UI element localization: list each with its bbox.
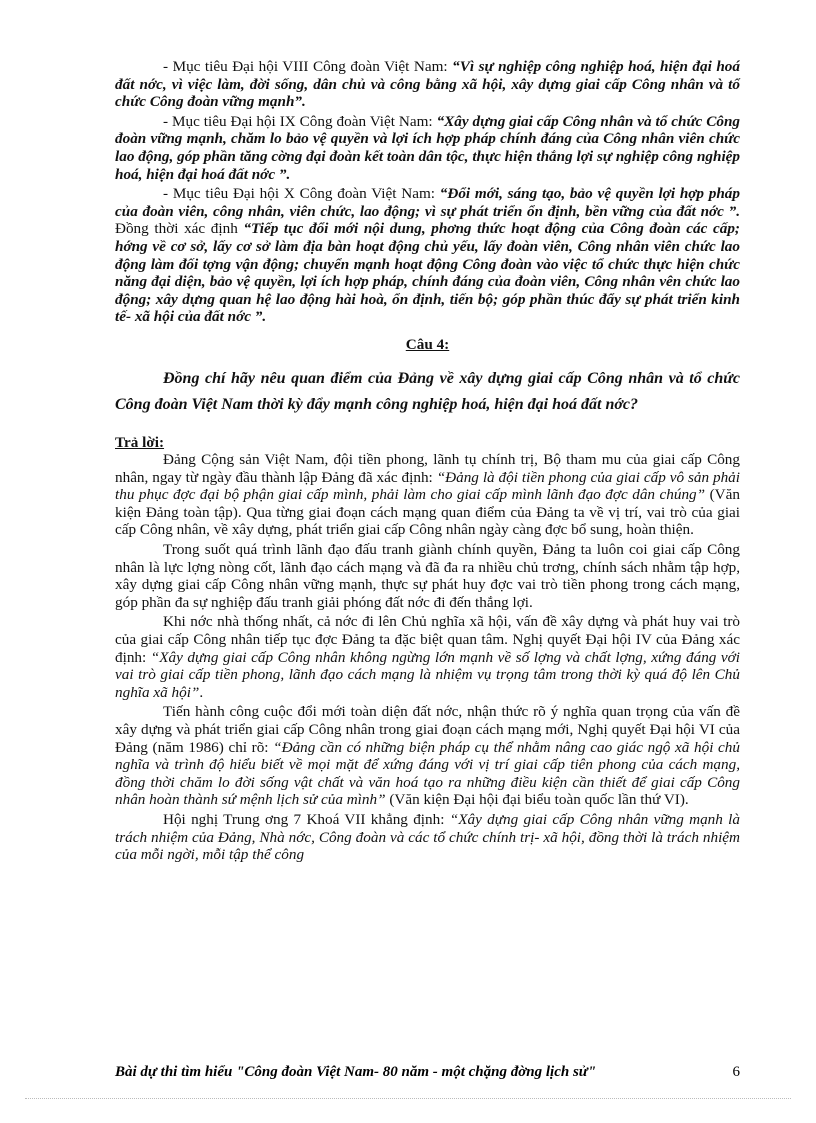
- answer-label: Trả lời:: [115, 433, 165, 451]
- paragraph-viii: [115, 58, 740, 111]
- page-footer: [115, 1064, 740, 1081]
- page-number: 6: [732, 1064, 740, 1080]
- paragraph-quote: “Đổi mới, sáng tạo, bảo vệ quyền lợi hợp pháp của đoàn viên, công nhân, viên chức, lao động; vì sự phát triển ổn định, bền vững của đất nớc ”.: [115, 185, 740, 220]
- answer-paragraph: Tiến hành công cuộc đổi mới toàn diện đất nớc, nhận thức rõ ý nghĩa quan trọng của vấn đề xây dựng và phát triển giai cấp Công nhân trong giai đoạn cách mạng mới, Nghị quyết Đại hội VI của Đảng (năm 1986) chỉ rõ: “Đảng cần có những biện pháp cụ thể nhằm nâng cao giác ngộ xã hội chủ nghĩa và trình độ hiểu biết về mọi mặt để xứng đáng với vị trí giai cấp tiên phong của cách mạng, đồng thời chăm lo đời sống vật chất và văn hoá tạo ra những điều kiện cần thiết để giai cấp Công nhân hoàn thành sứ mệnh lịch sử của mình” (Văn kiện Đại hội đại biểu toàn quốc lần thứ VI).: [115, 703, 740, 809]
- question-text: Đồng chí hãy nêu quan điểm của Đảng về xây dựng giai cấp Công nhân và tổ chức Công đoàn Việt Nam thời kỳ đẩy mạnh công nghiệp hoá, hiện đại hoá đất nớc?: [115, 369, 740, 413]
- paragraph-quote: “Vì sự nghiệp công nghiệp hoá, hiện đại hoá đất nớc, vì việc làm, đời sống, dân chủ và công bằng xã hội, xây dựng giai cấp Công nhân và tổ chức Công đoàn vững mạnh”.: [115, 58, 740, 111]
- page-divider: [25, 1098, 791, 1099]
- paragraph-lead: - Mục tiêu Đại hội VIII Công đoàn Việt Nam:: [163, 58, 453, 75]
- answer-paragraph: Trong suốt quá trình lãnh đạo đấu tranh giành chính quyền, Đảng ta luôn coi giai cấp Công nhân là lực lợng nòng cốt, lãnh đạo cách mạng và đã đa ra nhiều chủ trơng, chính sách nhằm tập hợp, xây dựng giai cấp Công nhân vững mạnh, thực sự phát huy đợc vai trò tiền phong trong cách mạng, góp phần đa sự nghiệp đấu tranh giải phóng đất nớc đi đến thắng lợi.: [115, 541, 740, 611]
- footer-title: Bài dự thi tìm hiểu "Công đoàn Việt Nam- 80 năm - một chặng đờng lịch sử": [115, 1064, 597, 1080]
- paragraph-mid: Đồng thời xác định: [115, 220, 244, 238]
- answer-paragraph: Đảng Cộng sản Việt Nam, đội tiền phong, lãnh tụ chính trị, Bộ tham mu của giai cấp Công nhân, ngay từ ngày đầu thành lập Đảng đã xác định: “Đảng là đội tiền phong của giai cấp vô sản phải thu phục đợc đại bộ phận giai cấp mình, phải làm cho giai cấp mình lãnh đạo đợc dân chúng” (Văn kiện Đảng toàn tập). Qua từng giai đoạn cách mạng quan điểm của Đảng ta về vị trí, vai trò của giai cấp Công nhân, về xây dựng, phát triển giai cấp Công nhân ngày càng đợc bổ sung, hoàn thiện.: [115, 451, 740, 539]
- section-heading: Câu 4:: [405, 335, 450, 353]
- paragraph-ix: [115, 113, 740, 183]
- paragraph-quote: “Xây dựng giai cấp Công nhân và tổ chức Công đoàn vững mạnh, chăm lo bảo vệ quyền và lợi ích hợp pháp chính đáng của Công nhân viên chức lao động, góp phần tăng cờng đại đoàn kết toàn dân tộc, thực hiện thắng lợi sự nghiệp công nghiệp hoá, hiện đại hoá đất nớc ”.: [115, 112, 740, 183]
- paragraph-x: [115, 185, 740, 326]
- document-page: [115, 58, 740, 864]
- paragraph-quote-2: “Tiếp tục đổi mới nội dung, phơng thức hoạt động của Công đoàn các cấp; hớng về cơ sở, lấy cơ sở làm địa bàn hoạt động chủ yếu, lấy đoàn viên, Công nhân viên chức lao động làm đối tợng vận động; chuyển mạnh hoạt động Công đoàn vào việc tổ chức thực hiện chức năng đại diện, bảo vệ quyền, lợi ích hợp pháp, chính đáng của đoàn viên, Công nhân vên chức lao động; xây dựng quan hệ lao động hài hoà, ổn định, tiến bộ; góp phần thúc đẩy sự phát triển kinh tế- xã hội của đất nớc ”.: [115, 220, 740, 326]
- paragraph-lead: - Mục tiêu Đại hội X Công đoàn Việt Nam:: [163, 185, 440, 203]
- answer-paragraph: Hội nghị Trung ơng 7 Khoá VII khẳng định: “Xây dựng giai cấp Công nhân vững mạnh là trách nhiệm của Đảng, Nhà nớc, Công đoàn và các tổ chức chính trị- xã hội, đồng thời là trách nhiệm của mỗi ngời, mỗi tập thể công: [115, 810, 740, 864]
- paragraph-lead: - Mục tiêu Đại hội IX Công đoàn Việt Nam:: [163, 112, 437, 130]
- answer-paragraph: Khi nớc nhà thống nhất, cả nớc đi lên Chủ nghĩa xã hội, vấn đề xây dựng và phát huy vai trò của giai cấp Công nhân tiếp tục đợc Đảng ta đặc biệt quan tâm. Nghị quyết Đại hội IV của Đảng xác định: “Xây dựng giai cấp Công nhân không ngừng lớn mạnh về số lợng và chất lợng, xứng đáng với vai trò giai cấp tiền phong, lãnh đạo cách mạng là nhiệm vụ trọng tâm trong thời kỳ quá độ lên Chủ nghĩa xã hội”.: [115, 613, 740, 701]
